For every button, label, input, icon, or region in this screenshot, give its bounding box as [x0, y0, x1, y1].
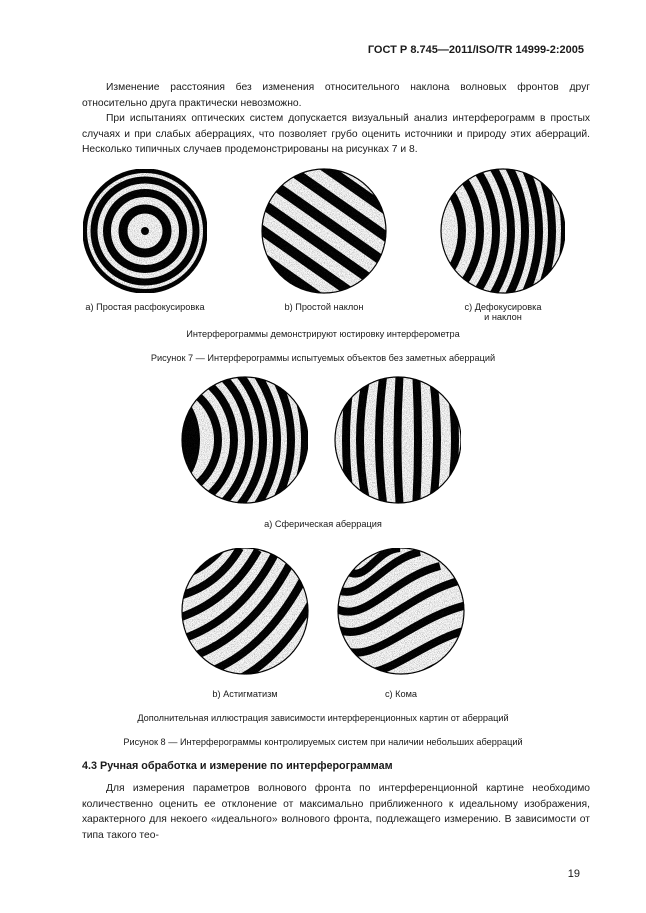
fig7-title: Рисунок 7 — Интерферограммы испытуемых объектов без заметных аберраций: [150, 353, 496, 363]
interferogram-astigmatism: [170, 548, 330, 700]
caption-fig7-c-line2: и наклон: [484, 312, 522, 322]
interferogram-defocus: [83, 169, 207, 293]
fig8-title: Рисунок 8 — Интерферограммы контролируемых систем при наличии небольших аберраций: [123, 737, 523, 747]
caption-fig7-a: а) Простая расфокусировка: [85, 302, 205, 312]
intro-paragraph-2: При испытаниях оптических систем допускается визуальный анализ интерферограмм в простых случаях и при слабых аберрациях, что позволяет грубо оценить источники и природу этих аберраций. Несколько типичных случаев продемонстрированы на рисунках 7 и 8.: [82, 113, 590, 155]
page-number: 19: [567, 868, 580, 880]
intro-paragraph-1: Изменение расстояния без изменения относительного наклона волновых фронтов друг относительно друга практически невозможно.: [82, 82, 590, 109]
caption-fig8-c: с) Кома: [384, 689, 418, 699]
interferogram-coma: [330, 548, 478, 690]
caption-fig7-c-line1: с) Дефокусировка: [464, 302, 542, 312]
document-header: ГОСТ Р 8.745—2011/ISO/TR 14999-2:2005: [367, 44, 584, 56]
caption-fig8-b: b) Астигматизм: [212, 689, 278, 699]
body-paragraph-1: Для измерения параметров волнового фронта по интерференционной картине необходимо количественно оценить ее отклонение от максимально приближенного к идеальному изображения, характерного для некоего «идеального» волнового фронта, подлежащего измерению. В зависимости от типа такого тео-: [82, 783, 590, 841]
caption-fig7-b: b) Простой наклон: [284, 302, 364, 312]
caption-fig7-c: [443, 302, 563, 322]
section-heading: 4.3 Ручная обработка и измерение по интерферограммам: [82, 760, 393, 772]
fig8-subtitle: Дополнительная иллюстрация зависимости интерференционных картин от аберраций: [137, 713, 509, 723]
caption-fig8-a: а) Сферическая аберрация: [264, 519, 382, 529]
interferogram-spherical-2: [331, 370, 461, 510]
fig7-subtitle: Интерферограммы демонстрируют юстировку интерферометра: [186, 329, 460, 339]
